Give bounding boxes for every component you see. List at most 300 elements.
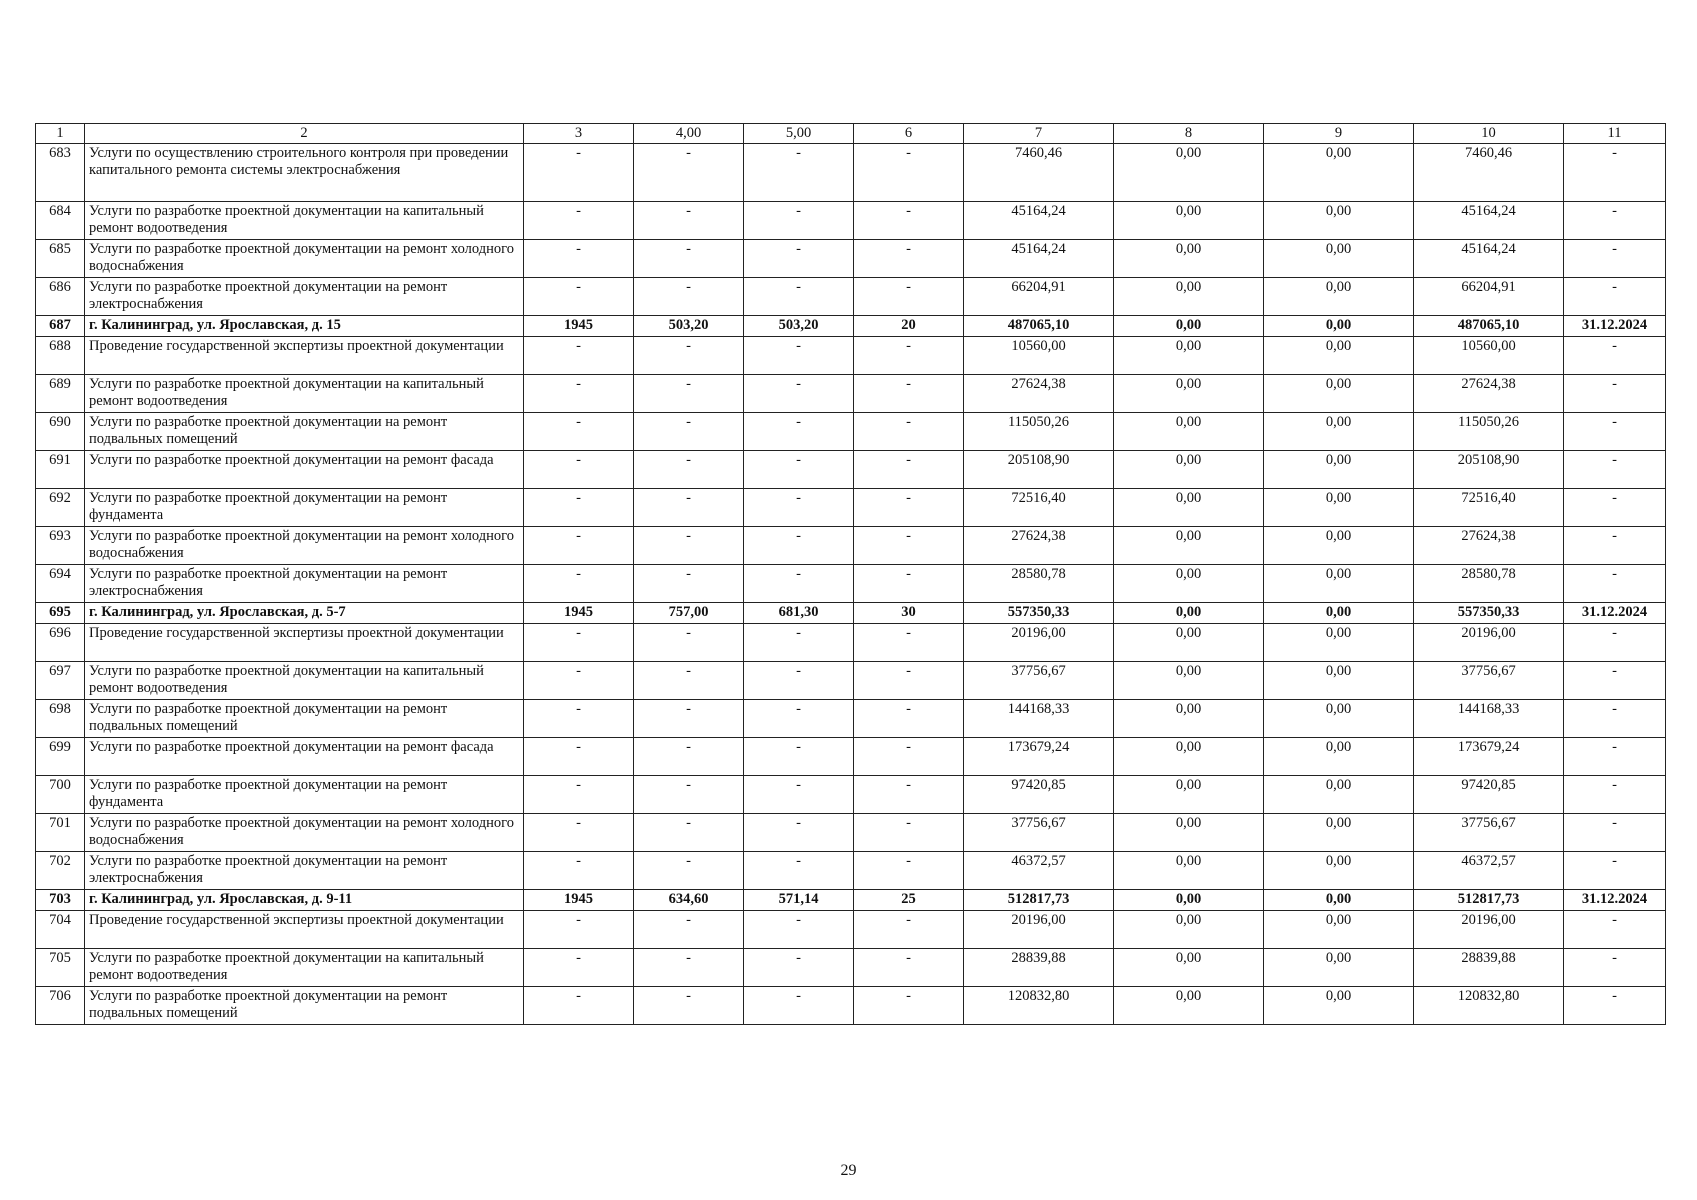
description-cell: Услуги по осуществлению строительного контроля при проведении капитального ремонта системы электроснабжения <box>85 144 524 202</box>
total-cost-cell: 512817,73 <box>964 890 1114 911</box>
col5-cell: - <box>744 776 854 814</box>
row-number-cell: 704 <box>36 911 85 949</box>
total-cost-cell: 27624,38 <box>964 527 1114 565</box>
total-cost-cell: 97420,85 <box>964 776 1114 814</box>
total-cost-cell: 46372,57 <box>964 852 1114 890</box>
col5-cell: - <box>744 527 854 565</box>
build-year-cell: - <box>524 738 634 776</box>
description-cell: Услуги по разработке проектной документации на ремонт холодного водоснабжения <box>85 527 524 565</box>
description-cell: Услуги по разработке проектной документации на ремонт подвальных помещений <box>85 413 524 451</box>
build-year-cell: - <box>524 949 634 987</box>
total-cost-cell: 205108,90 <box>964 451 1114 489</box>
build-year-cell: - <box>524 911 634 949</box>
row-number-cell: 699 <box>36 738 85 776</box>
col6-cell: 25 <box>854 890 964 911</box>
col8-cell: 0,00 <box>1114 738 1264 776</box>
col4-cell: - <box>634 738 744 776</box>
description-cell: г. Калининград, ул. Ярославская, д. 9-11 <box>85 890 524 911</box>
deadline-cell: - <box>1564 337 1666 375</box>
col10-cell: 120832,80 <box>1414 987 1564 1025</box>
row-number-cell: 703 <box>36 890 85 911</box>
header-cell-3: 3 <box>524 124 634 144</box>
deadline-cell: - <box>1564 489 1666 527</box>
col5-cell: - <box>744 565 854 603</box>
total-cost-cell: 37756,67 <box>964 662 1114 700</box>
build-year-cell: - <box>524 565 634 603</box>
header-cell-8: 8 <box>1114 124 1264 144</box>
deadline-cell: 31.12.2024 <box>1564 316 1666 337</box>
description-cell: Услуги по разработке проектной документации на ремонт подвальных помещений <box>85 700 524 738</box>
table-row <box>36 489 1666 527</box>
col4-cell: - <box>634 278 744 316</box>
col4-cell: - <box>634 662 744 700</box>
col8-cell: 0,00 <box>1114 413 1264 451</box>
col5-cell: - <box>744 451 854 489</box>
col4-cell: - <box>634 911 744 949</box>
table-row <box>36 700 1666 738</box>
col4-cell: - <box>634 565 744 603</box>
col10-cell: 20196,00 <box>1414 624 1564 662</box>
col6-cell: - <box>854 776 964 814</box>
description-cell: Проведение государственной экспертизы проектной документации <box>85 624 524 662</box>
col10-cell: 27624,38 <box>1414 375 1564 413</box>
row-number-cell: 705 <box>36 949 85 987</box>
col4-cell: - <box>634 624 744 662</box>
row-number-cell: 697 <box>36 662 85 700</box>
col4-cell: - <box>634 776 744 814</box>
col8-cell: 0,00 <box>1114 337 1264 375</box>
repair-register-table <box>35 123 1666 1025</box>
col5-cell: - <box>744 852 854 890</box>
deadline-cell: - <box>1564 700 1666 738</box>
build-year-cell: - <box>524 987 634 1025</box>
register-sheet <box>35 123 1665 1025</box>
col8-cell: 0,00 <box>1114 911 1264 949</box>
col5-cell: - <box>744 413 854 451</box>
col10-cell: 205108,90 <box>1414 451 1564 489</box>
col10-cell: 7460,46 <box>1414 144 1564 202</box>
description-cell: Услуги по разработке проектной документации на капитальный ремонт водоотведения <box>85 949 524 987</box>
table-row <box>36 662 1666 700</box>
deadline-cell: - <box>1564 413 1666 451</box>
deadline-cell: - <box>1564 911 1666 949</box>
col8-cell: 0,00 <box>1114 852 1264 890</box>
table-row <box>36 565 1666 603</box>
header-cell-4: 4,00 <box>634 124 744 144</box>
col9-cell: 0,00 <box>1264 489 1414 527</box>
build-year-cell: - <box>524 662 634 700</box>
col10-cell: 28839,88 <box>1414 949 1564 987</box>
description-cell: Услуги по разработке проектной документации на ремонт фундамента <box>85 776 524 814</box>
row-number-cell: 690 <box>36 413 85 451</box>
col5-cell: - <box>744 814 854 852</box>
col10-cell: 37756,67 <box>1414 662 1564 700</box>
table-row <box>36 202 1666 240</box>
deadline-cell: - <box>1564 814 1666 852</box>
col5-cell: - <box>744 987 854 1025</box>
col5-cell: - <box>744 240 854 278</box>
description-cell: Проведение государственной экспертизы проектной документации <box>85 911 524 949</box>
description-cell: Услуги по разработке проектной документации на ремонт электроснабжения <box>85 852 524 890</box>
col9-cell: 0,00 <box>1264 852 1414 890</box>
col4-cell: 503,20 <box>634 316 744 337</box>
total-cost-cell: 20196,00 <box>964 624 1114 662</box>
col9-cell: 0,00 <box>1264 814 1414 852</box>
col4-cell: - <box>634 527 744 565</box>
deadline-cell: - <box>1564 624 1666 662</box>
row-number-cell: 686 <box>36 278 85 316</box>
col8-cell: 0,00 <box>1114 375 1264 413</box>
address-row <box>36 890 1666 911</box>
deadline-cell: - <box>1564 662 1666 700</box>
col6-cell: - <box>854 987 964 1025</box>
col8-cell: 0,00 <box>1114 662 1264 700</box>
build-year-cell: - <box>524 413 634 451</box>
col8-cell: 0,00 <box>1114 700 1264 738</box>
col4-cell: - <box>634 337 744 375</box>
col9-cell: 0,00 <box>1264 738 1414 776</box>
col8-cell: 0,00 <box>1114 451 1264 489</box>
col10-cell: 37756,67 <box>1414 814 1564 852</box>
col4-cell: - <box>634 814 744 852</box>
deadline-cell: - <box>1564 949 1666 987</box>
total-cost-cell: 28839,88 <box>964 949 1114 987</box>
build-year-cell: - <box>524 375 634 413</box>
col4-cell: 757,00 <box>634 603 744 624</box>
header-cell-7: 7 <box>964 124 1114 144</box>
col10-cell: 46372,57 <box>1414 852 1564 890</box>
table-row <box>36 527 1666 565</box>
col9-cell: 0,00 <box>1264 603 1414 624</box>
col5-cell: - <box>744 337 854 375</box>
build-year-cell: - <box>524 776 634 814</box>
col10-cell: 512817,73 <box>1414 890 1564 911</box>
row-number-cell: 683 <box>36 144 85 202</box>
deadline-cell: - <box>1564 202 1666 240</box>
row-number-cell: 700 <box>36 776 85 814</box>
col10-cell: 173679,24 <box>1414 738 1564 776</box>
col5-cell: - <box>744 949 854 987</box>
col10-cell: 115050,26 <box>1414 413 1564 451</box>
deadline-cell: - <box>1564 776 1666 814</box>
col6-cell: - <box>854 278 964 316</box>
total-cost-cell: 10560,00 <box>964 337 1114 375</box>
col6-cell: 30 <box>854 603 964 624</box>
row-number-cell: 689 <box>36 375 85 413</box>
description-cell: Проведение государственной экспертизы проектной документации <box>85 337 524 375</box>
table-row <box>36 911 1666 949</box>
deadline-cell: - <box>1564 565 1666 603</box>
col4-cell: - <box>634 700 744 738</box>
table-row <box>36 814 1666 852</box>
col6-cell: 20 <box>854 316 964 337</box>
col4-cell: - <box>634 375 744 413</box>
col6-cell: - <box>854 662 964 700</box>
col8-cell: 0,00 <box>1114 814 1264 852</box>
col6-cell: - <box>854 738 964 776</box>
col9-cell: 0,00 <box>1264 278 1414 316</box>
header-cell-1: 1 <box>36 124 85 144</box>
col9-cell: 0,00 <box>1264 144 1414 202</box>
col8-cell: 0,00 <box>1114 240 1264 278</box>
deadline-cell: - <box>1564 987 1666 1025</box>
col6-cell: - <box>854 852 964 890</box>
col8-cell: 0,00 <box>1114 949 1264 987</box>
row-number-cell: 696 <box>36 624 85 662</box>
description-cell: Услуги по разработке проектной документации на ремонт фасада <box>85 738 524 776</box>
col5-cell: 681,30 <box>744 603 854 624</box>
col8-cell: 0,00 <box>1114 316 1264 337</box>
col9-cell: 0,00 <box>1264 987 1414 1025</box>
table-body <box>36 124 1666 1025</box>
col10-cell: 45164,24 <box>1414 202 1564 240</box>
description-cell: Услуги по разработке проектной документации на капитальный ремонт водоотведения <box>85 375 524 413</box>
deadline-cell: - <box>1564 240 1666 278</box>
col8-cell: 0,00 <box>1114 565 1264 603</box>
build-year-cell: - <box>524 624 634 662</box>
address-row <box>36 603 1666 624</box>
col9-cell: 0,00 <box>1264 527 1414 565</box>
col4-cell: - <box>634 240 744 278</box>
col6-cell: - <box>854 144 964 202</box>
build-year-cell: - <box>524 451 634 489</box>
col8-cell: 0,00 <box>1114 776 1264 814</box>
col5-cell: - <box>744 700 854 738</box>
page-number: 29 <box>840 1162 857 1179</box>
description-cell: Услуги по разработке проектной документации на ремонт холодного водоснабжения <box>85 240 524 278</box>
total-cost-cell: 487065,10 <box>964 316 1114 337</box>
col10-cell: 97420,85 <box>1414 776 1564 814</box>
row-number-cell: 694 <box>36 565 85 603</box>
col5-cell: - <box>744 911 854 949</box>
col9-cell: 0,00 <box>1264 202 1414 240</box>
col4-cell: - <box>634 413 744 451</box>
col4-cell: - <box>634 949 744 987</box>
col9-cell: 0,00 <box>1264 624 1414 662</box>
table-row <box>36 337 1666 375</box>
total-cost-cell: 37756,67 <box>964 814 1114 852</box>
total-cost-cell: 72516,40 <box>964 489 1114 527</box>
row-number-cell: 695 <box>36 603 85 624</box>
build-year-cell: - <box>524 489 634 527</box>
col5-cell: 503,20 <box>744 316 854 337</box>
total-cost-cell: 144168,33 <box>964 700 1114 738</box>
description-cell: Услуги по разработке проектной документации на ремонт подвальных помещений <box>85 987 524 1025</box>
col8-cell: 0,00 <box>1114 489 1264 527</box>
header-cell-6: 6 <box>854 124 964 144</box>
col9-cell: 0,00 <box>1264 451 1414 489</box>
col9-cell: 0,00 <box>1264 776 1414 814</box>
col6-cell: - <box>854 911 964 949</box>
total-cost-cell: 20196,00 <box>964 911 1114 949</box>
col6-cell: - <box>854 413 964 451</box>
total-cost-cell: 7460,46 <box>964 144 1114 202</box>
total-cost-cell: 45164,24 <box>964 202 1114 240</box>
col10-cell: 20196,00 <box>1414 911 1564 949</box>
col9-cell: 0,00 <box>1264 911 1414 949</box>
col8-cell: 0,00 <box>1114 278 1264 316</box>
col9-cell: 0,00 <box>1264 565 1414 603</box>
description-cell: Услуги по разработке проектной документации на ремонт фасада <box>85 451 524 489</box>
deadline-cell: - <box>1564 852 1666 890</box>
deadline-cell: - <box>1564 144 1666 202</box>
table-row <box>36 278 1666 316</box>
row-number-cell: 706 <box>36 987 85 1025</box>
description-cell: Услуги по разработке проектной документации на ремонт электроснабжения <box>85 278 524 316</box>
table-row <box>36 451 1666 489</box>
table-row <box>36 413 1666 451</box>
row-number-cell: 702 <box>36 852 85 890</box>
col10-cell: 10560,00 <box>1414 337 1564 375</box>
row-number-cell: 691 <box>36 451 85 489</box>
col9-cell: 0,00 <box>1264 337 1414 375</box>
col4-cell: - <box>634 987 744 1025</box>
table-row <box>36 738 1666 776</box>
col4-cell: - <box>634 202 744 240</box>
table-row <box>36 776 1666 814</box>
table-row <box>36 375 1666 413</box>
col5-cell: - <box>744 662 854 700</box>
col10-cell: 487065,10 <box>1414 316 1564 337</box>
header-cell-10: 10 <box>1414 124 1564 144</box>
deadline-cell: - <box>1564 375 1666 413</box>
col5-cell: - <box>744 624 854 662</box>
col4-cell: 634,60 <box>634 890 744 911</box>
col4-cell: - <box>634 489 744 527</box>
col4-cell: - <box>634 852 744 890</box>
build-year-cell: - <box>524 337 634 375</box>
col6-cell: - <box>854 240 964 278</box>
col10-cell: 66204,91 <box>1414 278 1564 316</box>
build-year-cell: 1945 <box>524 890 634 911</box>
table-row <box>36 144 1666 202</box>
col8-cell: 0,00 <box>1114 624 1264 662</box>
col8-cell: 0,00 <box>1114 527 1264 565</box>
col9-cell: 0,00 <box>1264 700 1414 738</box>
total-cost-cell: 557350,33 <box>964 603 1114 624</box>
col5-cell: - <box>744 375 854 413</box>
total-cost-cell: 28580,78 <box>964 565 1114 603</box>
row-number-cell: 698 <box>36 700 85 738</box>
col6-cell: - <box>854 949 964 987</box>
col6-cell: - <box>854 451 964 489</box>
build-year-cell: - <box>524 144 634 202</box>
header-cell-2: 2 <box>85 124 524 144</box>
header-cell-5: 5,00 <box>744 124 854 144</box>
col6-cell: - <box>854 489 964 527</box>
col5-cell: - <box>744 144 854 202</box>
col6-cell: - <box>854 624 964 662</box>
table-row <box>36 987 1666 1025</box>
col9-cell: 0,00 <box>1264 316 1414 337</box>
total-cost-cell: 173679,24 <box>964 738 1114 776</box>
description-cell: Услуги по разработке проектной документации на капитальный ремонт водоотведения <box>85 662 524 700</box>
build-year-cell: 1945 <box>524 316 634 337</box>
deadline-cell: - <box>1564 738 1666 776</box>
col9-cell: 0,00 <box>1264 413 1414 451</box>
col6-cell: - <box>854 814 964 852</box>
col9-cell: 0,00 <box>1264 662 1414 700</box>
row-number-cell: 693 <box>36 527 85 565</box>
col8-cell: 0,00 <box>1114 202 1264 240</box>
col8-cell: 0,00 <box>1114 144 1264 202</box>
deadline-cell: 31.12.2024 <box>1564 603 1666 624</box>
total-cost-cell: 45164,24 <box>964 240 1114 278</box>
col6-cell: - <box>854 337 964 375</box>
total-cost-cell: 66204,91 <box>964 278 1114 316</box>
col10-cell: 28580,78 <box>1414 565 1564 603</box>
col5-cell: - <box>744 202 854 240</box>
total-cost-cell: 120832,80 <box>964 987 1114 1025</box>
row-number-cell: 701 <box>36 814 85 852</box>
col10-cell: 45164,24 <box>1414 240 1564 278</box>
row-number-cell: 687 <box>36 316 85 337</box>
col6-cell: - <box>854 375 964 413</box>
col4-cell: - <box>634 144 744 202</box>
build-year-cell: - <box>524 278 634 316</box>
deadline-cell: - <box>1564 527 1666 565</box>
build-year-cell: - <box>524 852 634 890</box>
col9-cell: 0,00 <box>1264 890 1414 911</box>
description-cell: Услуги по разработке проектной документации на капитальный ремонт водоотведения <box>85 202 524 240</box>
table-row <box>36 240 1666 278</box>
col5-cell: - <box>744 489 854 527</box>
address-row <box>36 316 1666 337</box>
col9-cell: 0,00 <box>1264 240 1414 278</box>
header-cell-9: 9 <box>1264 124 1414 144</box>
col6-cell: - <box>854 527 964 565</box>
build-year-cell: - <box>524 202 634 240</box>
table-row <box>36 624 1666 662</box>
row-number-cell: 684 <box>36 202 85 240</box>
table-row <box>36 852 1666 890</box>
description-cell: г. Калининград, ул. Ярославская, д. 15 <box>85 316 524 337</box>
description-cell: Услуги по разработке проектной документации на ремонт электроснабжения <box>85 565 524 603</box>
row-number-cell: 692 <box>36 489 85 527</box>
col10-cell: 72516,40 <box>1414 489 1564 527</box>
total-cost-cell: 27624,38 <box>964 375 1114 413</box>
col6-cell: - <box>854 565 964 603</box>
col10-cell: 557350,33 <box>1414 603 1564 624</box>
description-cell: Услуги по разработке проектной документации на ремонт фундамента <box>85 489 524 527</box>
col5-cell: - <box>744 738 854 776</box>
build-year-cell: - <box>524 700 634 738</box>
row-number-cell: 688 <box>36 337 85 375</box>
col6-cell: - <box>854 700 964 738</box>
col5-cell: 571,14 <box>744 890 854 911</box>
col10-cell: 27624,38 <box>1414 527 1564 565</box>
table-row <box>36 949 1666 987</box>
deadline-cell: - <box>1564 278 1666 316</box>
row-number-cell: 685 <box>36 240 85 278</box>
col10-cell: 144168,33 <box>1414 700 1564 738</box>
description-cell: Услуги по разработке проектной документации на ремонт холодного водоснабжения <box>85 814 524 852</box>
col8-cell: 0,00 <box>1114 987 1264 1025</box>
total-cost-cell: 115050,26 <box>964 413 1114 451</box>
header-cell-11: 11 <box>1564 124 1666 144</box>
col8-cell: 0,00 <box>1114 890 1264 911</box>
col8-cell: 0,00 <box>1114 603 1264 624</box>
deadline-cell: 31.12.2024 <box>1564 890 1666 911</box>
col9-cell: 0,00 <box>1264 949 1414 987</box>
description-cell: г. Калининград, ул. Ярославская, д. 5-7 <box>85 603 524 624</box>
col6-cell: - <box>854 202 964 240</box>
deadline-cell: - <box>1564 451 1666 489</box>
col5-cell: - <box>744 278 854 316</box>
col4-cell: - <box>634 451 744 489</box>
build-year-cell: 1945 <box>524 603 634 624</box>
build-year-cell: - <box>524 240 634 278</box>
